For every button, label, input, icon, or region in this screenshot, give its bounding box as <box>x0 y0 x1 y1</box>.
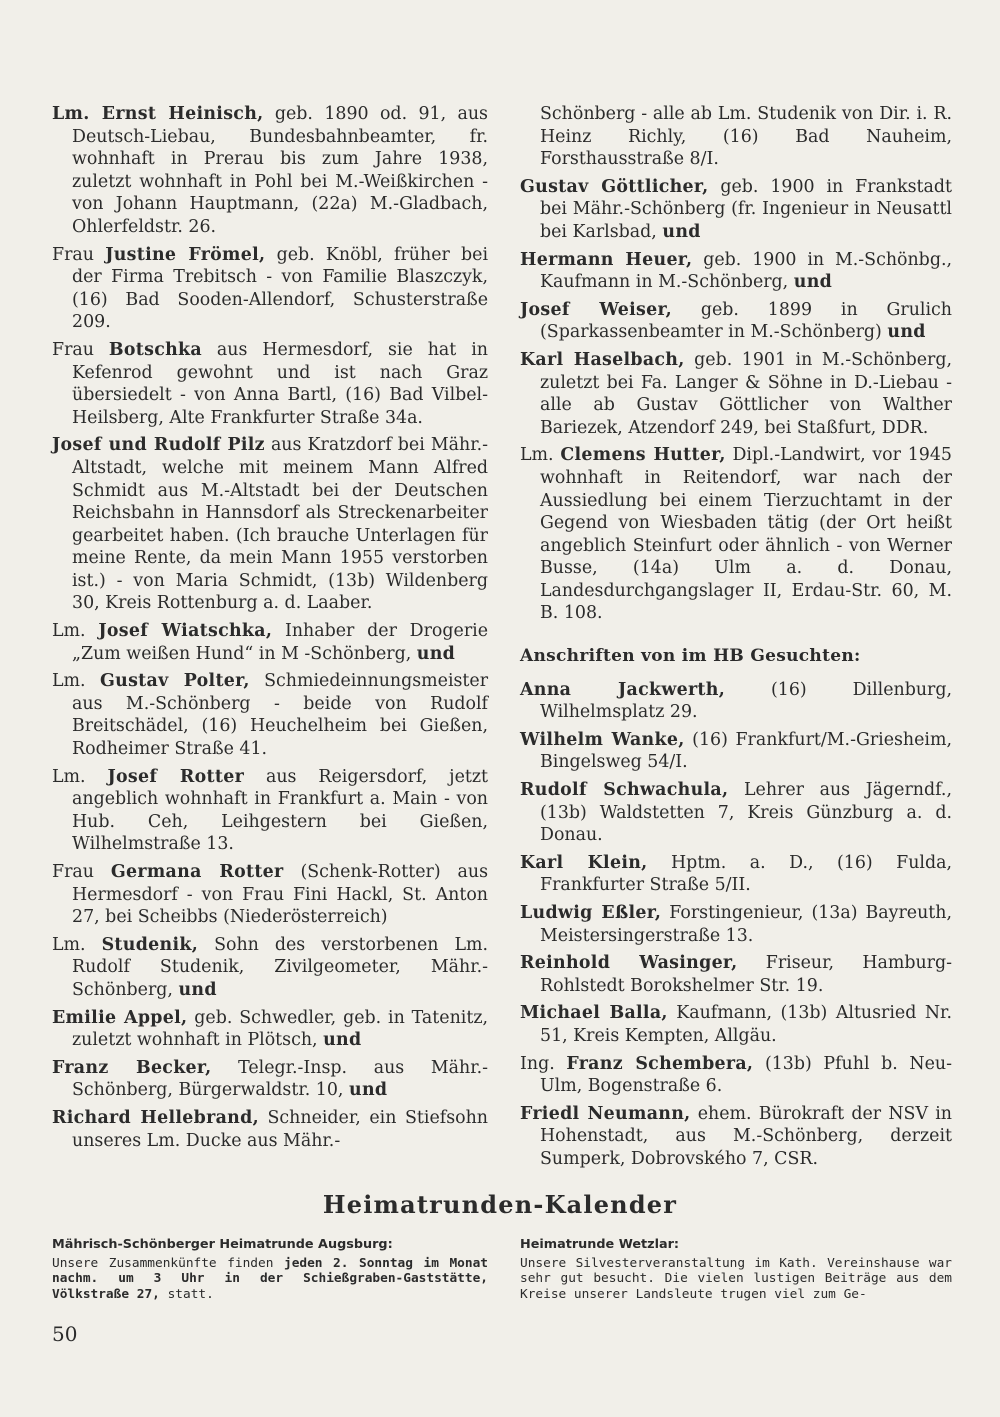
entry-suffix: und <box>662 221 701 242</box>
entry <box>52 1107 488 1152</box>
entry-name: Emilie Appel, <box>52 1007 188 1028</box>
entry <box>52 670 488 760</box>
entry <box>52 434 488 615</box>
entry <box>520 1103 952 1171</box>
calendar-wetzlar-heading: Heimatrunde Wetzlar: <box>520 1237 680 1252</box>
entry-suffix: und <box>416 643 456 664</box>
continuation-text: Schönberg - alle ab Lm. Studenik von Dir. i. R. Heinz Richly, (16) Bad Nauheim, Forsthausstraße 8/I. <box>540 104 952 170</box>
entry-prefix: Frau <box>52 244 94 265</box>
calendar-augsburg-heading: Mährisch-Schönberger Heimatrunde Augsburg: <box>52 1237 393 1252</box>
entry-name: Hermann Heuer, <box>520 249 693 270</box>
addresses-subheading: Anschriften von im HB Gesuchten: <box>520 646 861 667</box>
entry-prefix: Ing. <box>520 1053 555 1074</box>
entry-prefix: Lm. <box>520 445 554 466</box>
entry-text: (16) Dillenburg, Wilhelmsplatz 29. <box>540 679 953 723</box>
calendar-wetzlar-text: Unsere Silvesterveranstaltung im Kath. Vereinshause war sehr gut besucht. Die vielen lustigen Beiträge aus dem Kreise unserer Landsleute trugen viel zum Ge- <box>520 1255 952 1302</box>
entry <box>52 103 488 239</box>
entry <box>520 729 952 774</box>
entry <box>520 1002 952 1047</box>
entry-name: Botschka <box>108 339 202 360</box>
entry-name: Gustav Polter, <box>100 671 250 692</box>
entry-name: Michael Balla, <box>520 1003 668 1024</box>
entry-name: Franz Schembera, <box>566 1053 754 1074</box>
entry-prefix: Lm. <box>52 766 86 787</box>
entry-name: Karl Haselbach, <box>520 349 685 370</box>
entry-text: (Schenk-Rotter) aus Hermesdorf - von Frau Fini Hackl, St. Anton 27, bei Scheibbs (Niederösterreich) <box>72 862 489 928</box>
entry-text: geb. 1901 in M.-Schönberg, zuletzt bei Fa. Langer & Söhne in D.-Liebau - alle ab Gustav Göttlicher von Walther Bariezek, Atzendorf 249, bei Staßfurt, DDR. <box>540 349 952 438</box>
entry <box>520 444 952 625</box>
search-entries-list <box>520 176 952 625</box>
entry <box>52 1057 488 1102</box>
entry-prefix: Lm. <box>52 671 86 692</box>
entry-name: Lm. Ernst Heinisch, <box>52 104 264 124</box>
entry-text: Dipl.-Landwirt, vor 1945 wohnhaft in Reitendorf, war nach der Aussiedlung bei einem Tierzuchtamt in der Gegend von Wiesbaden tätig (der Ort heißt angeblich Steinfurt oder ähnlich - von Werner Busse, (14a) Ulm a. d. Donau, Landesdurchgangslager II, Erdau-Str. 60, M. B. 108. <box>540 445 952 624</box>
entry-name: Friedl Neumann, <box>520 1103 691 1124</box>
entry <box>520 299 952 344</box>
right-column <box>520 103 952 1176</box>
entry-text: aus Kratzdorf bei Mähr.-Altstadt, welche mit meinem Mann Alfred Schmidt aus M.-Altstadt bei der Deutschen Reichsbahn in Hannsdorf als Streckenarbeiter gearbeitet haben. (Ich brauche Unterlagen für meine Rente, da mein Mann 1955 verstorben ist.) - von Maria Schmidt, (13b) Wildenberg 30, Kreis Rottenburg a. d. Laaber. <box>72 435 489 614</box>
entry <box>520 249 952 294</box>
entry-text: Hptm. a. D., (16) Fulda, Frankfurter Straße 5/II. <box>540 852 953 896</box>
entry-text: geb. 1899 in Grulich (Sparkassenbeamter in M.-Schönberg) <box>540 299 952 343</box>
entry <box>520 779 952 847</box>
entry-text: Forstingenieur, (13a) Bayreuth, Meistersingerstraße 13. <box>540 903 953 946</box>
entry <box>52 766 488 856</box>
entry-name: Franz Becker, <box>52 1057 212 1078</box>
entry-name: Josef Wiatschka, <box>98 621 273 642</box>
entry <box>520 679 952 724</box>
entry-text: Friseur, Hamburg-Rohlstedt Borokshelmer Str. 19. <box>540 953 953 996</box>
entry-name: Josef Weiser, <box>520 299 673 320</box>
entry-text: (16) Frankfurt/M.-Griesheim, Bingelsweg 54/I. <box>540 729 953 773</box>
entry <box>520 349 952 439</box>
entry-text: aus Reigersdorf, jetzt angeblich wohnhaft in Frankfurt a. Main - von Hub. Ceh, Leihgestern bei Gießen, Wilhelmstraße 13. <box>72 766 489 855</box>
entry-name: Karl Klein, <box>520 852 648 873</box>
entry-name: Josef und Rudolf Pilz <box>52 435 265 456</box>
entry-suffix: und <box>178 979 217 1000</box>
entry-name: Studenik, <box>101 934 199 955</box>
entry <box>520 952 952 997</box>
entry <box>520 852 952 897</box>
entry-text: Schneider, ein Stiefsohn unseres Lm. Ducke aus Mähr.- <box>72 1107 488 1151</box>
entry <box>52 1007 488 1052</box>
entry-text: geb. 1890 od. 91, aus Deutsch-Liebau, Bundesbahnbeamter, fr. wohnhaft in Prerau bis zum Jahre 1938, zuletzt wohnhaft in Pohl bei M.-Weißkirchen - von Johann Hauptmann, (22a) M.-Gladbach, Ohlerfeldstr. 26. <box>72 104 488 237</box>
entry-prefix: Lm. <box>52 934 86 955</box>
entry-name: Gustav Göttlicher, <box>520 176 709 197</box>
entry <box>52 934 488 1002</box>
calendar-title: Heimatrunden-Kalender <box>322 1190 678 1219</box>
entry-text: Lehrer aus Jägerndf., (13b) Waldstetten 7, Kreis Günzburg a. d. Donau. <box>540 780 952 846</box>
entry-text: geb. Schwedler, geb. in Tatenitz, zuletzt wohnhaft in Plötsch, <box>72 1007 489 1051</box>
entry-name: Clemens Hutter, <box>560 445 726 466</box>
entry-text: Inhaber der Drogerie „Zum weißen Hund“ in M -Schönberg, <box>72 621 488 664</box>
entry-text: Sohn des verstorbenen Lm. Rudolf Studenik, Zivilgeometer, Mähr.-Schönberg, <box>72 934 489 1000</box>
entry-suffix: und <box>793 272 833 293</box>
entry <box>52 244 488 334</box>
entry-name: Ludwig Eßler, <box>520 903 662 923</box>
entry-text: geb. 1900 in Frankstadt bei Mähr.-Schönberg (fr. Ingenieur in Neusattl bei Karlsbad, <box>540 176 953 242</box>
entry-name: Reinhold Wasinger, <box>520 953 738 974</box>
page-number: 50 <box>52 1322 78 1346</box>
entry-text: Kaufmann, (13b) Altusried Nr. 51, Kreis Kempten, Allgäu. <box>540 1003 952 1046</box>
entry <box>52 620 488 665</box>
entry <box>520 176 952 244</box>
entry <box>520 902 952 947</box>
entry-suffix: und <box>349 1080 388 1101</box>
entry-text: ehem. Bürokraft der NSV in Hohenstadt, aus M.-Schönberg, derzeit Sumperk, Dobrovského 7, CSR. <box>540 1103 953 1169</box>
entry-name: Josef Rotter <box>107 766 245 787</box>
entry-prefix: Lm. <box>52 621 86 642</box>
entry-text: Telegr.-Insp. aus Mähr.-Schönberg, Bürgerwaldstr. 10, <box>72 1057 488 1101</box>
entry-name: Rudolf Schwachula, <box>520 780 729 801</box>
entry-suffix: und <box>887 322 926 343</box>
entry-name: Richard Hellebrand, <box>52 1107 259 1128</box>
calendar-augsburg <box>52 1237 488 1302</box>
entry-name: Germana Rotter <box>110 862 284 882</box>
entry-text: Schmiedeinnungsmeister aus M.-Schönberg - beide von Rudolf Breitschädel, (16) Heuchelheim bei Gießen, Rodheimer Straße 41. <box>72 671 489 760</box>
entry-name: Wilhelm Wanke, <box>520 729 685 750</box>
entry <box>520 1053 952 1098</box>
entry-suffix: und <box>323 1030 362 1051</box>
entry <box>52 339 488 429</box>
entry-prefix: Frau <box>52 862 94 882</box>
entry-text: geb. Knöbl, früher bei der Firma Trebitsch - von Familie Blaszczyk, (16) Bad Sooden-Allendorf, Schusterstraße 209. <box>72 244 489 333</box>
addresses-list <box>520 679 952 1171</box>
entry-name: Justine Frömel, <box>105 244 266 265</box>
entry-name: Anna Jackwerth, <box>520 679 726 700</box>
entry-prefix: Frau <box>52 339 94 360</box>
entry <box>52 861 488 929</box>
calendar-wetzlar <box>520 1237 952 1302</box>
entry-text: geb. 1900 in M.-Schönbg., Kaufmann in M.-Schönberg, <box>540 249 953 293</box>
entry-text: aus Hermesdorf, sie hat in Kefenrod gewohnt und ist nach Graz übersiedelt - von Anna Bartl, (16) Bad Vilbel-Heilsberg, Alte Frankfurter Straße 34a. <box>72 339 488 428</box>
entry-text: (13b) Pfuhl b. Neu-Ulm, Bogenstraße 6. <box>540 1053 953 1097</box>
left-column <box>52 103 488 1157</box>
calendar-augsburg-text: Unsere Zusammenkünfte finden jeden 2. Sonntag im Monat nachm. um 3 Uhr in der Schießgraben-Gaststätte, Völkstraße 27, statt. <box>52 1255 488 1302</box>
